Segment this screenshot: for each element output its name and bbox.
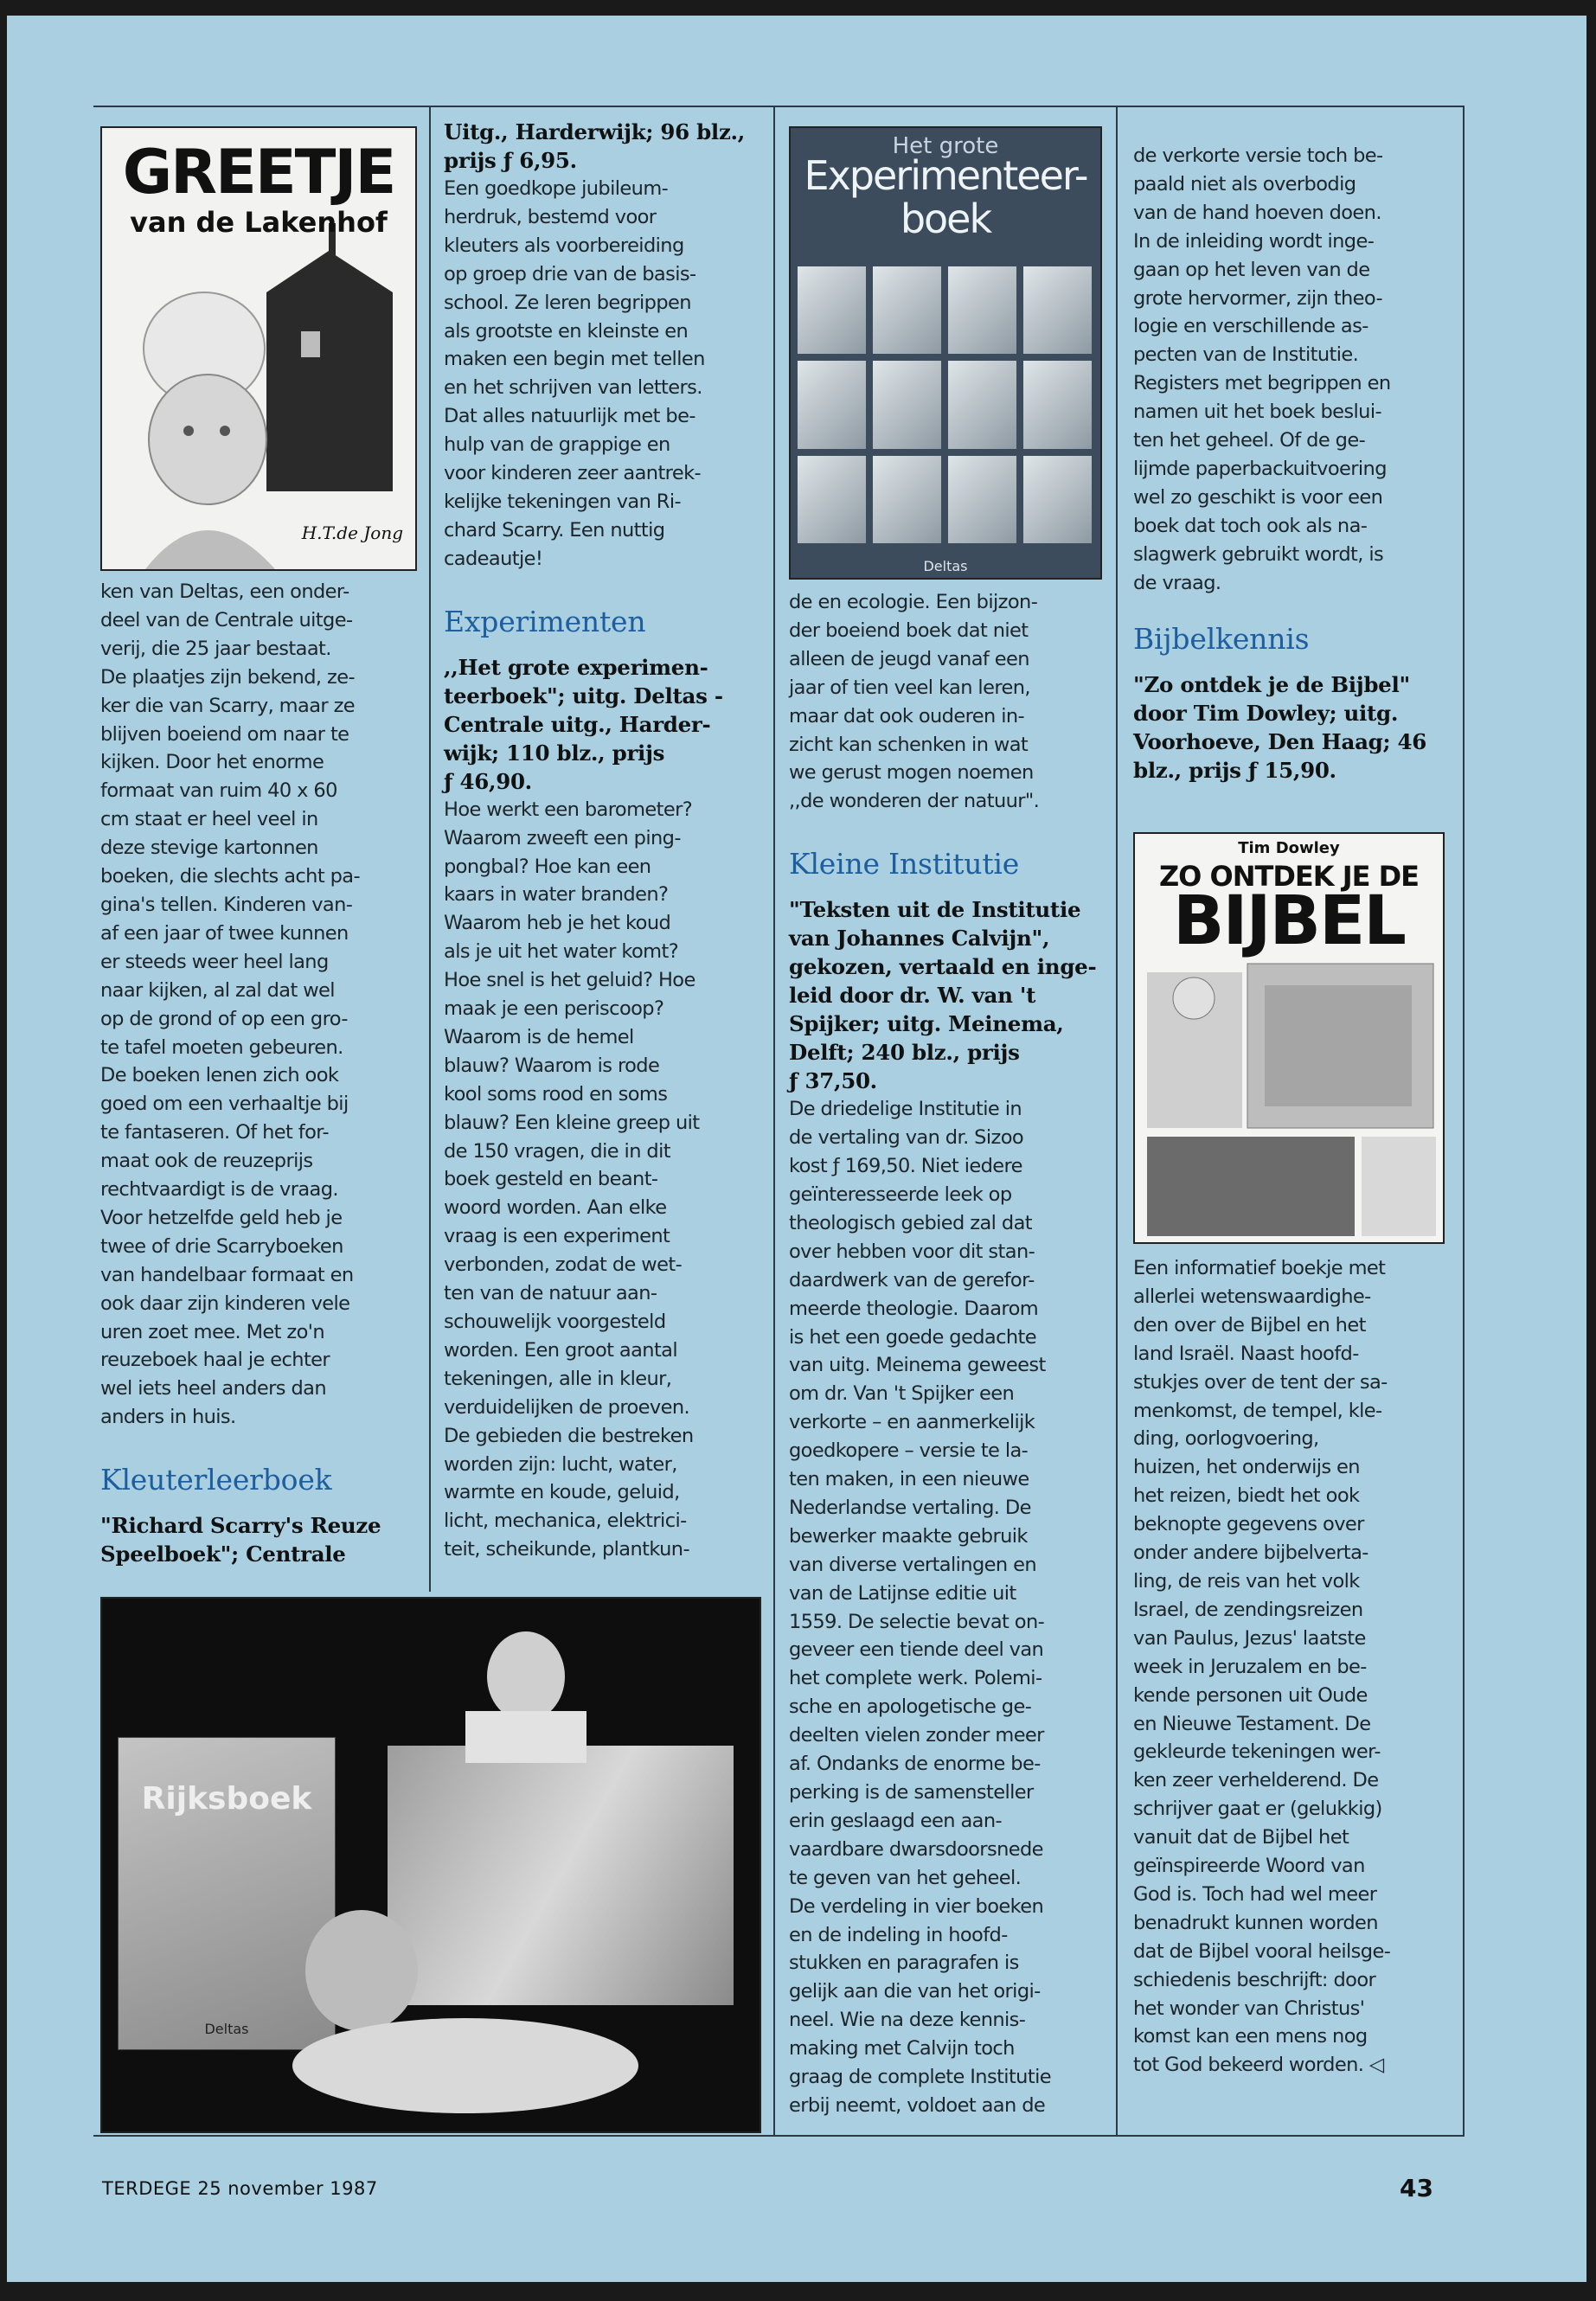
text-line: schouwelijk voorgesteld (444, 1311, 666, 1333)
text-line: kool soms rood en soms (444, 1082, 668, 1106)
text-line: maken een begin met tellen (444, 348, 705, 371)
text-line: ,,Het grote experimen- (444, 654, 708, 680)
text-line: af een jaar of twee kunnen (100, 921, 349, 945)
text-line: maak je een periscoop? (444, 997, 664, 1021)
column-2-book-info-top (444, 118, 766, 175)
text-line: daardwerk van de gerefor- (789, 1268, 1035, 1292)
text-line: vanuit dat de Bijbel het (1133, 1826, 1349, 1849)
text-line: teit, scheikunde, plantkun- (444, 1538, 689, 1561)
text-line: slagwerk gebruikt wordt, is (1133, 542, 1384, 566)
text-line: herdruk, bestemd voor (444, 205, 657, 228)
text-line: Speelboek"; Centrale (100, 1541, 346, 1567)
text-line: blijven boeiend om naar te (100, 722, 349, 746)
text-line: het wonder van Christus' (1133, 1997, 1365, 2020)
column-3-book-info (789, 895, 1109, 1095)
text-line: pecten van de Institutie. (1133, 343, 1359, 367)
text-line: rechtvaardigt is de vraag. (100, 1178, 338, 1202)
text-line: Spijker; uitg. Meinema, (789, 1011, 1064, 1037)
text-line: ken van Deltas, een onder- (100, 580, 349, 603)
text-line: Registers met begrippen en (1133, 372, 1391, 395)
column-4-book-info (1133, 670, 1455, 785)
cover-publisher: Deltas (923, 558, 968, 574)
column-1-body (100, 578, 420, 1432)
text-line: ƒ 37,50. (789, 1068, 877, 1094)
footer-issue: TERDEGE 25 november 1987 (102, 2178, 378, 2199)
text-line: gelijk aan die van het origi- (789, 1980, 1041, 2003)
column-2-paragraph-2 (444, 796, 766, 1564)
cover-title-line-1: ZO ONTDEK JE DE (1158, 860, 1420, 893)
text-line: namen uit het boek beslui- (1133, 401, 1381, 424)
text-line: De gebieden die bestreken (444, 1424, 694, 1447)
text-line: making met Calvijn toch (789, 2037, 1015, 2061)
heading-bijbelkennis: Bijbelkennis (1133, 621, 1310, 656)
text-line: Dat alles natuurlijk met be- (444, 405, 695, 428)
text-line: boek gesteld en beant- (444, 1168, 658, 1191)
text-line: logie en verschillende as- (1133, 315, 1368, 338)
text-line: theologisch gebied zal dat (789, 1211, 1032, 1234)
text-line: lijmde paperbackuitvoering (1133, 457, 1387, 480)
column-rule-2 (773, 106, 775, 2135)
text-line: Uitg., Harderwijk; 96 blz., (444, 119, 746, 144)
text-line: kelijke tekeningen van Ri- (444, 490, 682, 513)
text-line: teerboek"; uitg. Deltas - (444, 683, 723, 708)
text-line: naar kijken, al zal dat wel (100, 978, 335, 1002)
text-line: Hoe snel is het geluid? Hoe (444, 969, 695, 992)
text-line: kijken. Door het enorme (100, 751, 324, 774)
text-line: goedkopere – versie te la- (789, 1439, 1029, 1463)
heading-kleuterleerboek: Kleuterleerboek (100, 1463, 332, 1497)
text-line: cm staat er heel veel in (100, 808, 318, 831)
text-line: de vraag. (1133, 571, 1221, 594)
text-line: ker die van Scarry, maar ze (100, 694, 356, 717)
column-4-paragraph-2 (1133, 1254, 1455, 2080)
column-4 (1133, 142, 1455, 785)
text-line: ken zeer verhelderend. De (1133, 1769, 1379, 1792)
text-line: reuzeboek haal je echter (100, 1349, 330, 1372)
text-line: ƒ 46,90. (444, 768, 532, 794)
photo-book-title: Rijksboek (141, 1781, 312, 1817)
text-line: erin geslaagd een aan- (789, 1809, 1003, 1832)
photo-book-publisher: Deltas (204, 2021, 249, 2037)
text-line: en het schrijven van letters. (444, 376, 702, 400)
cover-line-2 (791, 154, 1100, 240)
text-line: worden zijn: lucht, water, (444, 1452, 677, 1476)
text-line: maat ook de reuzeprijs (100, 1150, 313, 1173)
text-line: chard Scarry. Een nuttig (444, 518, 665, 542)
text-line: tekeningen, alle in kleur, (444, 1367, 672, 1390)
text-line: Centrale uitg., Harder- (444, 711, 711, 737)
photo-children-with-books (100, 1597, 761, 2133)
text-line: deze stevige kartonnen (100, 836, 318, 860)
text-line: beknopte gegevens over (1133, 1513, 1364, 1536)
text-line: op groep drie van de basis- (444, 262, 696, 285)
text-line: wijk; 110 blz., prijs (444, 740, 665, 766)
book-cover-greetje (100, 126, 417, 571)
text-line: de 150 vragen, die in dit (444, 1139, 670, 1163)
heading-experimenten: Experimenten (444, 604, 646, 638)
cover-title: GREETJE (122, 137, 395, 208)
text-line: worden. Een groot aantal (444, 1338, 678, 1362)
text-line: Een goedkope jubileum- (444, 177, 669, 200)
text-line: dat de Bijbel vooral heilsge- (1133, 1939, 1391, 1963)
column-3 (789, 588, 1109, 2120)
text-line: schrijver gaat er (gelukkig) (1133, 1798, 1382, 1821)
text-line: benadrukt kunnen worden (1133, 1911, 1378, 1934)
right-rule (1463, 106, 1465, 2135)
bottom-rule (93, 2135, 1465, 2137)
text-line: erbij neemt, voldoet aan de (789, 2093, 1046, 2117)
text-line: Hoe werkt een barometer? (444, 798, 693, 821)
text-line: kost ƒ 169,50. Niet iedere (789, 1155, 1022, 1178)
text-line: Een informatief boekje met (1133, 1257, 1386, 1279)
text-line: alleen de jeugd vanaf een (789, 647, 1029, 670)
text-line: goed om een verhaaltje bij (100, 1093, 349, 1116)
text-line: van de Latijnse editie uit (789, 1581, 1016, 1605)
text-line: op de grond of op een gro- (100, 1007, 348, 1030)
text-line: land Israël. Naast hoofd- (1133, 1342, 1359, 1365)
column-2-paragraph-1 (444, 175, 766, 574)
column-3-paragraph-1 (789, 588, 1109, 816)
column-4-paragraph-1 (1133, 142, 1455, 598)
text-line: week in Jeruzalem en be- (1133, 1655, 1367, 1678)
text-line: school. Ze leren begrippen (444, 291, 691, 314)
cover-author: H.T.de Jong (301, 522, 403, 543)
text-line: geïnteresseerde leek op (789, 1183, 1012, 1206)
page-number: 43 (1400, 2174, 1433, 2202)
text-line: gekozen, vertaald en inge- (789, 954, 1097, 980)
text-line: de verkorte versie toch be- (1133, 144, 1383, 167)
column-rule-3 (1116, 106, 1118, 2135)
text-line: Nederlandse vertaling. De (789, 1496, 1031, 1519)
photo-children (102, 1599, 760, 2131)
text-line: ding, oorlogvoering, (1133, 1427, 1319, 1451)
text-line: In de inleiding wordt inge- (1133, 229, 1375, 253)
text-line: woord worden. Aan elke (444, 1196, 667, 1220)
text-line: prijs ƒ 6,95. (444, 148, 577, 173)
text-line: uren zoet mee. Met zo'n (100, 1320, 325, 1343)
text-line: als je uit het water komt? (444, 940, 679, 964)
column-3-paragraph-2 (789, 1095, 1109, 2120)
text-line: af. Ondanks de enorme be- (789, 1753, 1041, 1776)
text-line: kaars in water branden? (444, 883, 669, 907)
text-line: Voor hetzelfde geld heb je (100, 1206, 343, 1229)
text-line: te geven van het geheel. (789, 1866, 1022, 1889)
text-line: de en ecologie. Een bijzon- (789, 591, 1038, 613)
text-line: bewerker maakte gebruik (789, 1524, 1028, 1548)
column-1 (100, 578, 420, 1568)
cover-title-line-2: BIJBEL (1173, 882, 1405, 960)
column-rule-1 (429, 106, 431, 1592)
cover-subtitle: van de Lakenhof (130, 206, 388, 239)
text-line: Waarom heb je het koud (444, 912, 671, 935)
column-4-lower (1133, 1254, 1455, 2080)
text-line: perking is de samensteller (789, 1781, 1034, 1804)
text-line: verij, die 25 jaar bestaat. (100, 637, 331, 660)
text-line: om dr. Van 't Spijker een (789, 1382, 1015, 1406)
text-line: van de hand hoeven doen. (1133, 201, 1381, 224)
text-line: formaat van ruim 40 x 60 (100, 779, 337, 803)
text-line: tot God bekeerd worden. ◁ (1133, 2054, 1384, 2077)
text-line: De verdeling in vier boeken (789, 1894, 1044, 1918)
text-line: er steeds weer heel lang (100, 950, 329, 973)
text-line: onder andere bijbelverta- (1133, 1541, 1368, 1565)
text-line: sche en apologetische ge- (789, 1695, 1032, 1719)
text-line: blauw? Een kleine greep uit (444, 1111, 700, 1134)
text-line: Delft; 240 blz., prijs (789, 1040, 1020, 1066)
text-line: vraag is een experiment (444, 1225, 670, 1248)
text-line: 1559. De selectie bevat on- (789, 1610, 1045, 1633)
book-cover-bijbel (1133, 832, 1445, 1244)
text-line: De plaatjes zijn bekend, ze- (100, 665, 355, 689)
text-line: maar dat ook ouderen in- (789, 704, 1025, 727)
text-line: Voorhoeve, Den Haag; 46 (1133, 728, 1426, 754)
text-line: wel iets heel anders dan (100, 1377, 327, 1400)
text-line: "Richard Scarry's Reuze (100, 1513, 381, 1539)
text-line: zicht kan schenken in wat (789, 733, 1029, 756)
text-line: geveer een tiende deel van (789, 1638, 1044, 1662)
text-line: twee of drie Scarryboeken (100, 1234, 343, 1258)
text-line: boeken, die slechts acht pa- (100, 865, 360, 888)
text-line: ten maken, in een nieuwe (789, 1468, 1029, 1491)
text-line: ling, de reis van het volk (1133, 1569, 1360, 1593)
text-line: van handelbaar formaat en (100, 1263, 354, 1286)
text-line: deelten vielen zonder meer (789, 1724, 1044, 1747)
text-line: voor kinderen zeer aantrek- (444, 462, 702, 485)
text-line: als grootste en kleinste en (444, 319, 689, 343)
cover-illustration (1135, 834, 1443, 1242)
text-line: ,,de wonderen der natuur". (789, 790, 1040, 813)
text-line: pongbal? Hoe kan een (444, 855, 651, 878)
column-1-book-info (100, 1511, 420, 1568)
text-line: van Johannes Calvijn", (789, 926, 1050, 952)
text-line: ten het geheel. Of de ge- (1133, 429, 1366, 452)
text-line: kleuters als voorbereiding (444, 234, 684, 257)
text-line: God is. Toch had wel meer (1133, 1882, 1377, 1906)
text-line: "Zo ontdek je de Bijbel" (1133, 671, 1410, 697)
text-line: is het een goede gedachte (789, 1325, 1036, 1349)
text-line: menkomst, de tempel, kle- (1133, 1399, 1382, 1422)
text-line: te tafel moeten gebeuren. (100, 1035, 343, 1059)
text-line: leid door dr. W. van 't (789, 983, 1036, 1009)
text-line: huizen, het onderwijs en (1133, 1456, 1360, 1479)
text-line: gekleurde tekeningen wer- (1133, 1740, 1381, 1764)
cover-line-1: Het grote (892, 133, 999, 159)
text-line: blauw? Waarom is rode (444, 1054, 660, 1077)
text-line: verduidelijken de proeven. (444, 1395, 690, 1419)
text-line: geïnspireerde Woord van (1133, 1855, 1365, 1878)
text-line: we gerust mogen noemen (789, 761, 1034, 785)
text-line: Israel, de zendingsreizen (1133, 1598, 1363, 1621)
text-line: jaar of tien veel kan leren, (789, 676, 1030, 699)
text-line: De driedelige Institutie in (789, 1098, 1022, 1121)
text-line: wel zo geschikt is voor een (1133, 485, 1383, 509)
cover-title-part-1: Experimenteer- (804, 152, 1087, 199)
text-line: boek dat toch ook als na- (1133, 514, 1368, 537)
text-line: gina's tellen. Kinderen van- (100, 893, 353, 916)
text-line: over hebben voor dit stan- (789, 1240, 1035, 1263)
text-line: De boeken lenen zich ook (100, 1064, 339, 1087)
text-line: meerde theologie. Daarom (789, 1297, 1039, 1320)
text-line: licht, mechanica, elektrici- (444, 1509, 687, 1533)
text-line: en Nieuwe Testament. De (1133, 1712, 1371, 1735)
text-line: verkorte – en aanmerkelijk (789, 1411, 1035, 1434)
text-line: komst kan een mens nog (1133, 2025, 1368, 2048)
text-line: vaardbare dwarsdoorsnede (789, 1837, 1043, 1861)
text-line: graag de complete Institutie (789, 2066, 1051, 2089)
cover-title-part-2: boek (900, 195, 991, 242)
text-line: gaan op het leven van de (1133, 258, 1370, 281)
book-cover-experimenteerboek (789, 126, 1102, 580)
text-line: stukjes over de tent der sa- (1133, 1370, 1388, 1394)
text-line: paald niet als overbodig (1133, 172, 1356, 195)
heading-kleine-institutie: Kleine Institutie (789, 847, 1020, 881)
text-line: warmte en koude, geluid, (444, 1481, 680, 1504)
text-line: van Paulus, Jezus' laatste (1133, 1626, 1366, 1650)
text-line: ten van de natuur aan- (444, 1282, 657, 1305)
text-line: anders in huis. (100, 1406, 236, 1429)
top-rule (93, 106, 1465, 107)
text-line: schiedenis beschrijft: door (1133, 1968, 1376, 1991)
text-line: kende personen uit Oude (1133, 1683, 1368, 1707)
text-line: de vertaling van dr. Sizoo (789, 1126, 1024, 1150)
text-line: blz., prijs ƒ 15,90. (1133, 757, 1336, 783)
cover-author: Tim Dowley (1238, 839, 1340, 857)
text-line: door Tim Dowley; uitg. (1133, 700, 1399, 726)
text-line: der boeiend boek dat niet (789, 619, 1029, 642)
text-line: "Teksten uit de Institutie (789, 897, 1081, 923)
text-line: het complete werk. Polemi- (789, 1667, 1042, 1690)
text-line: Waarom is de hemel (444, 1025, 634, 1048)
text-line: stukken en paragrafen is (789, 1952, 1019, 1975)
text-line: het reizen, biedt het ook (1133, 1484, 1360, 1508)
text-line: van diverse vertalingen en (789, 1553, 1036, 1576)
text-line: cadeautje! (444, 547, 543, 570)
text-line: te fantaseren. Of het for- (100, 1121, 330, 1144)
column-2 (444, 118, 766, 1564)
text-line: en de indeling in hoofd- (789, 1923, 1008, 1946)
column-2-book-info (444, 653, 766, 796)
text-line: van uitg. Meinema geweest (789, 1354, 1046, 1377)
magazine-page (7, 16, 1586, 2282)
text-line: neel. Wie na deze kennis- (789, 2009, 1026, 2032)
cover-photo-grid (798, 266, 1092, 543)
text-line: Waarom zweeft een ping- (444, 826, 681, 849)
text-line: deel van de Centrale uitge- (100, 608, 353, 631)
text-line: allerlei wetenswaardighe- (1133, 1285, 1371, 1308)
text-line: grote hervormer, zijn theo- (1133, 286, 1382, 310)
text-line: den over de Bijbel en het (1133, 1313, 1366, 1336)
text-line: verbonden, zodat de wet- (444, 1253, 683, 1277)
text-line: hulp van de grappige en (444, 433, 670, 457)
text-line: ook daar zijn kinderen vele (100, 1292, 350, 1315)
